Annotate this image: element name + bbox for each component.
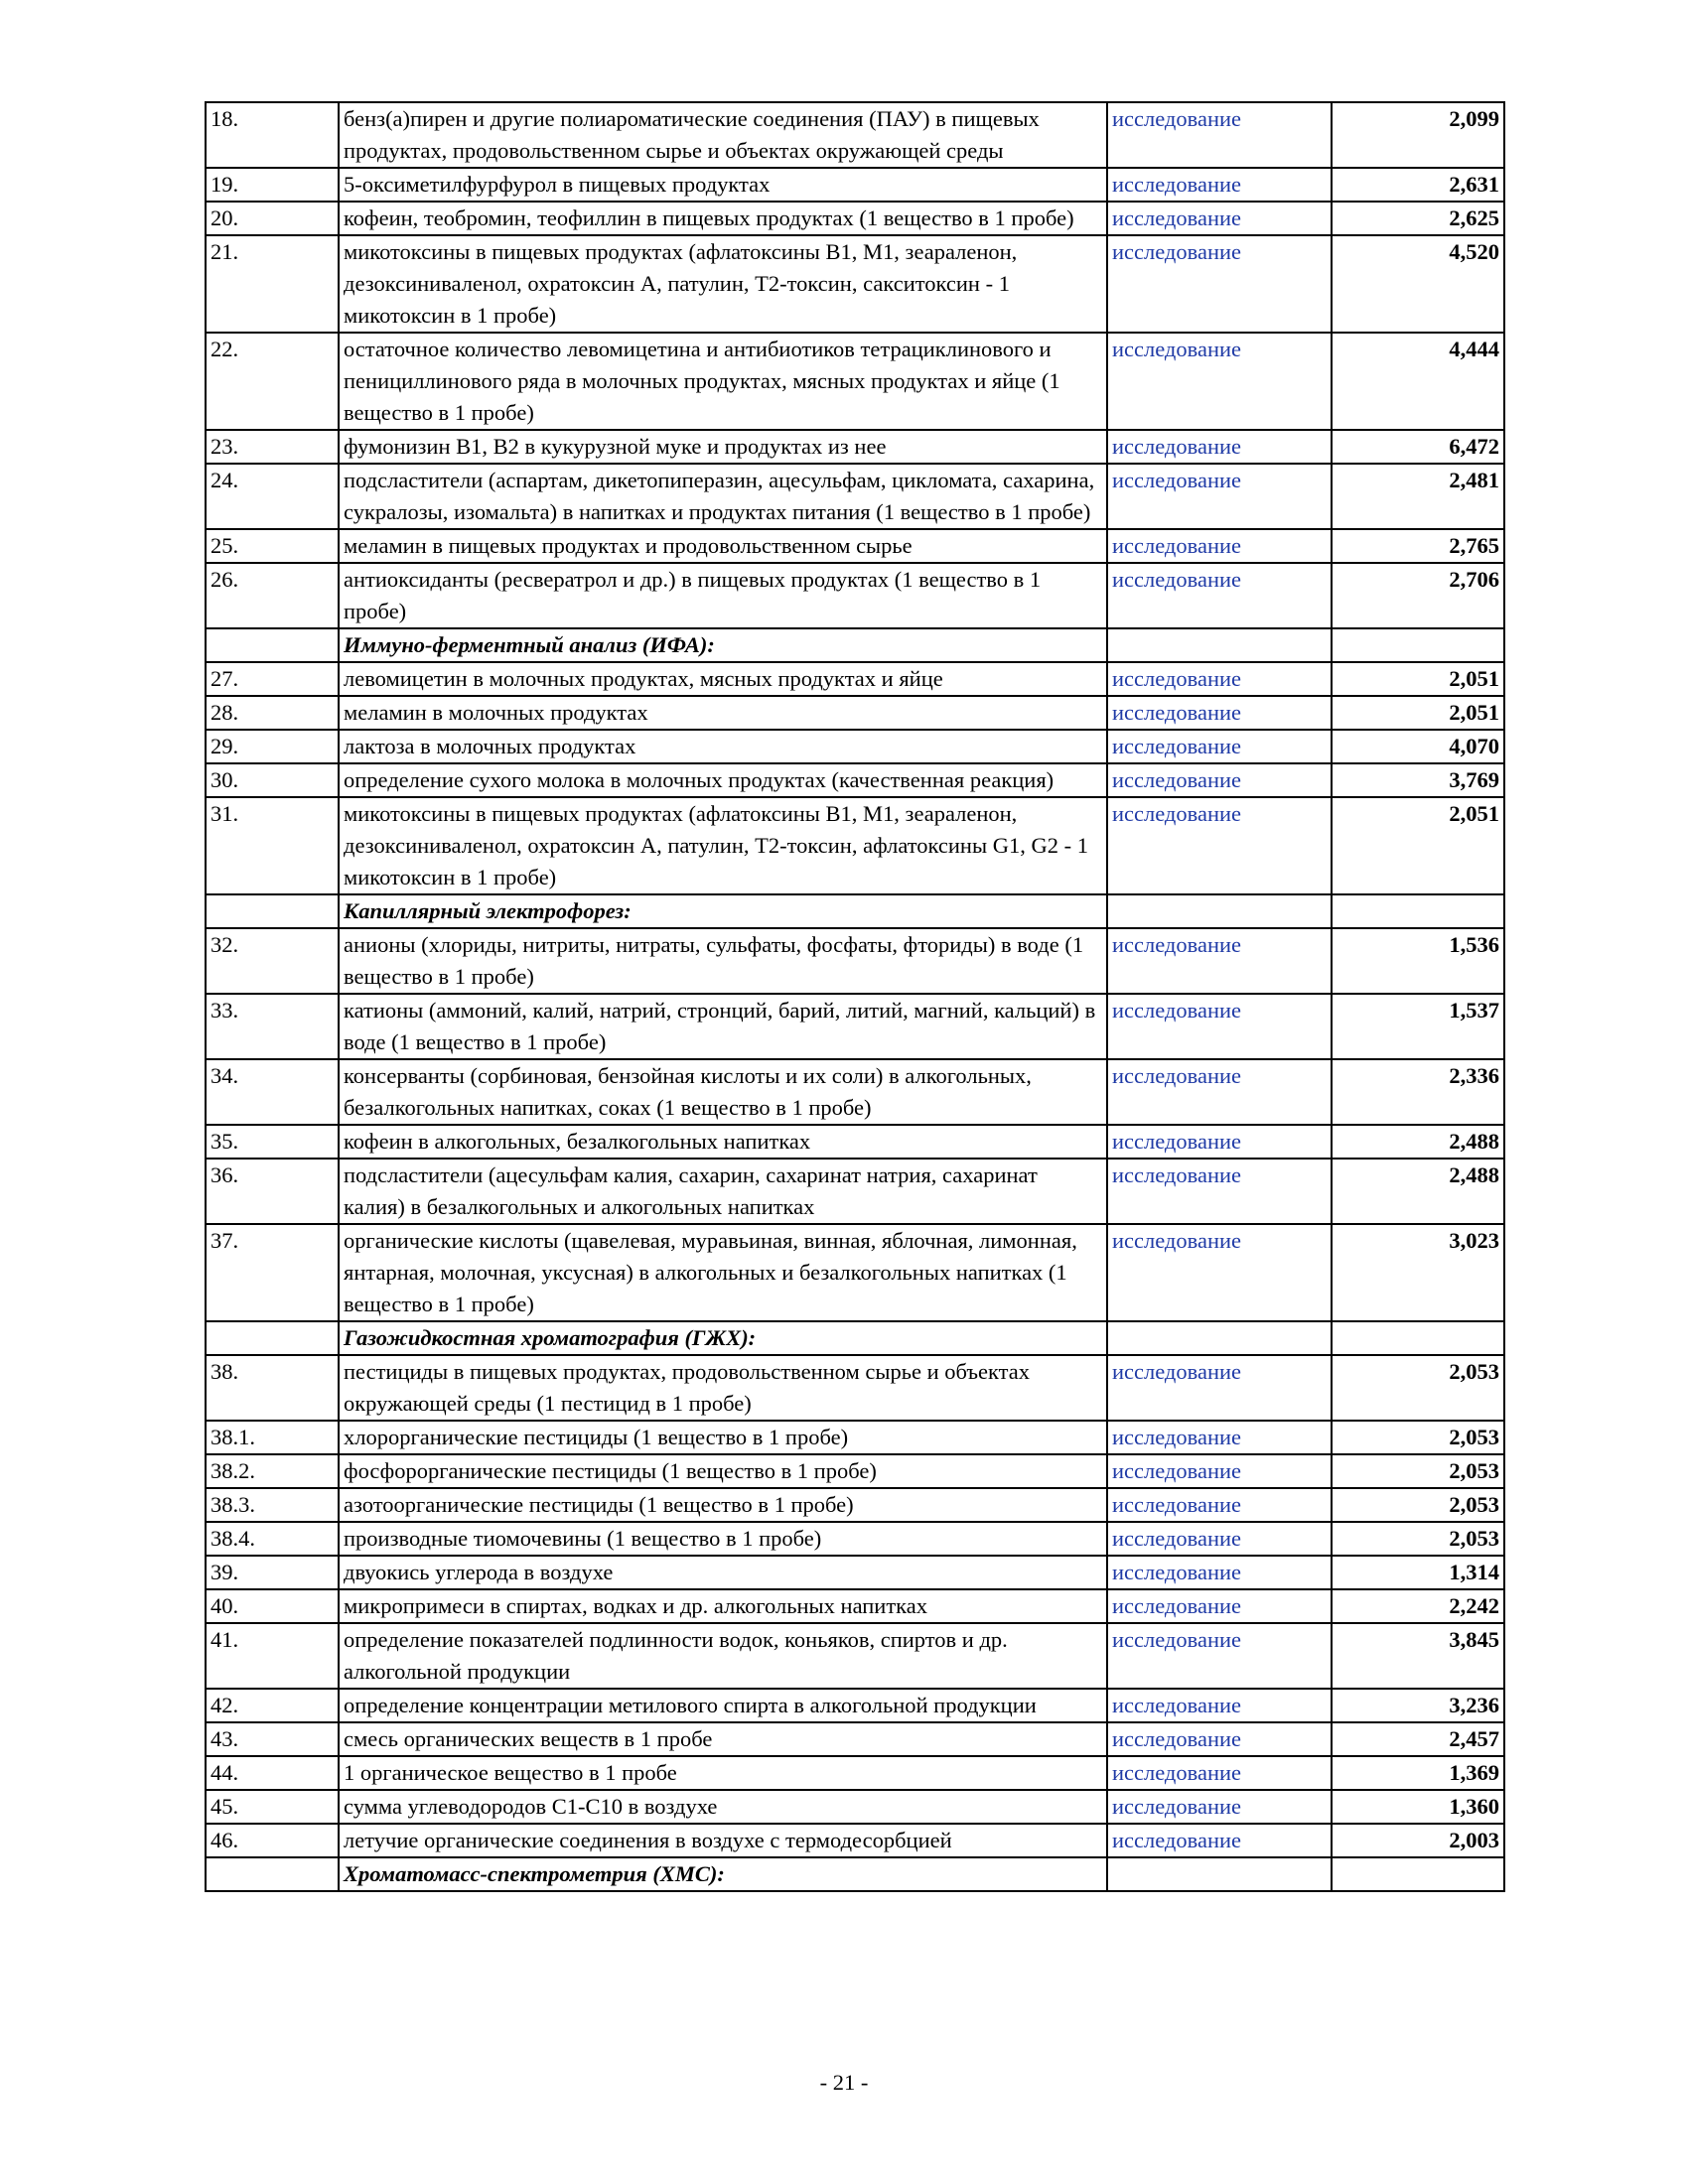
item-price: 4,520 (1332, 235, 1504, 333)
item-description: подсластители (аспартам, дикетопиперазин, ацесульфам, цикломата, сахарина, сукралозы, изомальта) в напитках и продуктах питания (1 вещество в 1 пробе) (339, 464, 1107, 529)
table-row (206, 563, 1504, 628)
item-description: фумонизин В1, В2 в кукурузной муке и продуктах из нее (339, 430, 1107, 464)
item-description: кофеин, теобромин, теофиллин в пищевых продуктах (1 вещество в 1 пробе) (339, 202, 1107, 235)
empty-cell (206, 1857, 339, 1891)
item-unit: исследование (1107, 430, 1332, 464)
item-number: 39. (206, 1556, 339, 1589)
empty-cell (206, 1321, 339, 1355)
item-description: производные тиомочевины (1 вещество в 1 пробе) (339, 1522, 1107, 1556)
item-description: антиоксиданты (ресвератрол и др.) в пищевых продуктах (1 вещество в 1 пробе) (339, 563, 1107, 628)
item-description: меламин в молочных продуктах (339, 696, 1107, 730)
item-unit: исследование (1107, 696, 1332, 730)
item-description: органические кислоты (щавелевая, муравьиная, винная, яблочная, лимонная, янтарная, молочная, уксусная) в алкогольных и безалкогольных напитках (1 вещество в 1 пробе) (339, 1224, 1107, 1321)
table-row (206, 333, 1504, 430)
table-row (206, 994, 1504, 1059)
item-number: 28. (206, 696, 339, 730)
item-description: пестициды в пищевых продуктах, продовольственном сырье и объектах окружающей среды (1 пестицид в 1 пробе) (339, 1355, 1107, 1421)
item-number: 42. (206, 1689, 339, 1722)
item-price: 2,457 (1332, 1722, 1504, 1756)
item-description: определение показателей подлинности водок, коньяков, спиртов и др. алкогольной продукции (339, 1623, 1107, 1689)
item-unit: исследование (1107, 333, 1332, 430)
item-number: 21. (206, 235, 339, 333)
item-description: летучие органические соединения в воздухе с термодесорбцией (339, 1824, 1107, 1857)
item-number: 35. (206, 1125, 339, 1159)
section-header-row (206, 1321, 1504, 1355)
item-description: консерванты (сорбиновая, бензойная кислоты и их соли) в алкогольных, безалкогольных напитках, соках (1 вещество в 1 пробе) (339, 1059, 1107, 1125)
item-price: 1,360 (1332, 1790, 1504, 1824)
item-number: 29. (206, 730, 339, 763)
table-row (206, 1522, 1504, 1556)
item-price: 2,488 (1332, 1125, 1504, 1159)
table-row (206, 1556, 1504, 1589)
section-title: Газожидкостная хроматография (ГЖХ): (339, 1321, 1107, 1355)
table-row (206, 1159, 1504, 1224)
empty-cell (1332, 1321, 1504, 1355)
item-description: двуокись углерода в воздухе (339, 1556, 1107, 1589)
item-number: 38.2. (206, 1454, 339, 1488)
item-price: 2,488 (1332, 1159, 1504, 1224)
item-price: 2,051 (1332, 696, 1504, 730)
item-description: хлорорганические пестициды (1 вещество в 1 пробе) (339, 1421, 1107, 1454)
item-price: 1,314 (1332, 1556, 1504, 1589)
item-number: 23. (206, 430, 339, 464)
item-description: фосфорорганические пестициды (1 вещество в 1 пробе) (339, 1454, 1107, 1488)
item-price: 2,051 (1332, 797, 1504, 894)
item-unit: исследование (1107, 1059, 1332, 1125)
item-number: 19. (206, 168, 339, 202)
page-number: - 21 - (819, 2070, 869, 2095)
table-row (206, 202, 1504, 235)
item-description: левомицетин в молочных продуктах, мясных продуктах и яйце (339, 662, 1107, 696)
item-price: 1,537 (1332, 994, 1504, 1059)
item-unit: исследование (1107, 928, 1332, 994)
item-description: определение концентрации метилового спирта в алкогольной продукции (339, 1689, 1107, 1722)
table-row (206, 102, 1504, 168)
item-price: 2,242 (1332, 1589, 1504, 1623)
item-number: 27. (206, 662, 339, 696)
item-unit: исследование (1107, 1790, 1332, 1824)
item-unit: исследование (1107, 1421, 1332, 1454)
item-number: 26. (206, 563, 339, 628)
item-price: 2,053 (1332, 1522, 1504, 1556)
item-price: 2,765 (1332, 529, 1504, 563)
item-unit: исследование (1107, 1589, 1332, 1623)
section-title: Иммуно-ферментный анализ (ИФА): (339, 628, 1107, 662)
item-price: 3,236 (1332, 1689, 1504, 1722)
item-unit: исследование (1107, 1125, 1332, 1159)
table-row (206, 1224, 1504, 1321)
item-description: микотоксины в пищевых продуктах (афлатоксины В1, М1, зеараленон, дезоксиниваленол, охратоксин А, патулин, Т2-токсин, афлатоксины G1, G2 - 1 микотоксин в 1 пробе) (339, 797, 1107, 894)
item-price: 2,053 (1332, 1488, 1504, 1522)
item-unit: исследование (1107, 1623, 1332, 1689)
item-description: остаточное количество левомицетина и антибиотиков тетрациклинового и пенициллинового ряда в молочных продуктах, мясных продуктах и яйце (1 вещество в 1 пробе) (339, 333, 1107, 430)
table-row (206, 1589, 1504, 1623)
table-row (206, 1756, 1504, 1790)
table-row (206, 730, 1504, 763)
empty-cell (1332, 1857, 1504, 1891)
item-number: 25. (206, 529, 339, 563)
item-description: определение сухого молока в молочных продуктах (качественная реакция) (339, 763, 1107, 797)
item-number: 38.4. (206, 1522, 339, 1556)
item-price: 2,053 (1332, 1454, 1504, 1488)
item-description: микотоксины в пищевых продуктах (афлатоксины В1, М1, зеараленон, дезоксиниваленол, охратоксин А, патулин, Т2-токсин, сакситоксин - 1 микотоксин в 1 пробе) (339, 235, 1107, 333)
item-number: 33. (206, 994, 339, 1059)
item-number: 32. (206, 928, 339, 994)
item-description: микропримеси в спиртах, водках и др. алкогольных напитках (339, 1589, 1107, 1623)
item-price: 3,845 (1332, 1623, 1504, 1689)
item-number: 38. (206, 1355, 339, 1421)
item-unit: исследование (1107, 464, 1332, 529)
empty-cell (1107, 1857, 1332, 1891)
item-price: 3,023 (1332, 1224, 1504, 1321)
item-description: лактоза в молочных продуктах (339, 730, 1107, 763)
item-unit: исследование (1107, 1522, 1332, 1556)
table-row (206, 235, 1504, 333)
item-number: 38.1. (206, 1421, 339, 1454)
item-number: 44. (206, 1756, 339, 1790)
table-row (206, 797, 1504, 894)
empty-cell (1107, 894, 1332, 928)
table-row (206, 464, 1504, 529)
item-price: 2,336 (1332, 1059, 1504, 1125)
item-number: 41. (206, 1623, 339, 1689)
item-price: 2,631 (1332, 168, 1504, 202)
item-price: 2,053 (1332, 1355, 1504, 1421)
item-unit: исследование (1107, 1689, 1332, 1722)
section-header-row (206, 894, 1504, 928)
item-price: 2,481 (1332, 464, 1504, 529)
item-number: 18. (206, 102, 339, 168)
table-row (206, 1488, 1504, 1522)
table-row (206, 1059, 1504, 1125)
table-row (206, 1454, 1504, 1488)
item-unit: исследование (1107, 1756, 1332, 1790)
item-price: 1,369 (1332, 1756, 1504, 1790)
empty-cell (1332, 894, 1504, 928)
item-number: 20. (206, 202, 339, 235)
table-row (206, 430, 1504, 464)
item-number: 30. (206, 763, 339, 797)
item-unit: исследование (1107, 730, 1332, 763)
table-row (206, 763, 1504, 797)
item-description: смесь органических веществ в 1 пробе (339, 1722, 1107, 1756)
item-unit: исследование (1107, 102, 1332, 168)
item-number: 24. (206, 464, 339, 529)
item-description: меламин в пищевых продуктах и продовольственном сырье (339, 529, 1107, 563)
table-row (206, 1421, 1504, 1454)
item-unit: исследование (1107, 994, 1332, 1059)
item-price: 4,444 (1332, 333, 1504, 430)
item-price: 4,070 (1332, 730, 1504, 763)
item-unit: исследование (1107, 202, 1332, 235)
table-row (206, 928, 1504, 994)
empty-cell (206, 894, 339, 928)
price-table-body (206, 102, 1504, 1891)
table-row (206, 662, 1504, 696)
item-unit: исследование (1107, 1454, 1332, 1488)
section-title: Капиллярный электрофорез: (339, 894, 1107, 928)
section-title: Хроматомасс-спектрометрия (ХМС): (339, 1857, 1107, 1891)
item-number: 37. (206, 1224, 339, 1321)
item-number: 40. (206, 1589, 339, 1623)
item-number: 31. (206, 797, 339, 894)
item-price: 2,053 (1332, 1421, 1504, 1454)
table-row (206, 1355, 1504, 1421)
item-price: 3,769 (1332, 763, 1504, 797)
item-unit: исследование (1107, 1488, 1332, 1522)
section-header-row (206, 1857, 1504, 1891)
item-description: сумма углеводородов С1-С10 в воздухе (339, 1790, 1107, 1824)
item-description: 5-оксиметилфурфурол в пищевых продуктах (339, 168, 1107, 202)
table-row (206, 168, 1504, 202)
table-row (206, 1790, 1504, 1824)
item-unit: исследование (1107, 797, 1332, 894)
item-description: катионы (аммоний, калий, натрий, стронций, барий, литий, магний, кальций) в воде (1 вещество в 1 пробе) (339, 994, 1107, 1059)
item-unit: исследование (1107, 563, 1332, 628)
empty-cell (1332, 628, 1504, 662)
table-row (206, 1722, 1504, 1756)
item-description: кофеин в алкогольных, безалкогольных напитках (339, 1125, 1107, 1159)
table-row (206, 696, 1504, 730)
item-unit: исследование (1107, 168, 1332, 202)
price-table (205, 101, 1505, 1892)
table-row (206, 1689, 1504, 1722)
table-row (206, 1623, 1504, 1689)
item-description: 1 органическое вещество в 1 пробе (339, 1756, 1107, 1790)
table-row (206, 1824, 1504, 1857)
item-price: 1,536 (1332, 928, 1504, 994)
item-description: подсластители (ацесульфам калия, сахарин, сахаринат натрия, сахаринат калия) в безалкогольных и алкогольных напитках (339, 1159, 1107, 1224)
item-price: 2,051 (1332, 662, 1504, 696)
item-unit: исследование (1107, 1556, 1332, 1589)
empty-cell (206, 628, 339, 662)
item-unit: исследование (1107, 1722, 1332, 1756)
item-number: 22. (206, 333, 339, 430)
item-number: 46. (206, 1824, 339, 1857)
item-description: анионы (хлориды, нитриты, нитраты, сульфаты, фосфаты, фториды) в воде (1 вещество в 1 пробе) (339, 928, 1107, 994)
item-description: азотоорганические пестициды (1 вещество в 1 пробе) (339, 1488, 1107, 1522)
table-row (206, 529, 1504, 563)
section-header-row (206, 628, 1504, 662)
table-row (206, 1125, 1504, 1159)
empty-cell (1107, 628, 1332, 662)
item-unit: исследование (1107, 1159, 1332, 1224)
item-number: 36. (206, 1159, 339, 1224)
item-unit: исследование (1107, 662, 1332, 696)
item-price: 2,003 (1332, 1824, 1504, 1857)
item-unit: исследование (1107, 529, 1332, 563)
item-unit: исследование (1107, 235, 1332, 333)
item-price: 6,472 (1332, 430, 1504, 464)
item-number: 34. (206, 1059, 339, 1125)
empty-cell (1107, 1321, 1332, 1355)
item-number: 45. (206, 1790, 339, 1824)
item-unit: исследование (1107, 1355, 1332, 1421)
item-number: 43. (206, 1722, 339, 1756)
item-description: бенз(а)пирен и другие полиароматические соединения (ПАУ) в пищевых продуктах, продовольственном сырье и объектах окружающей среды (339, 102, 1107, 168)
item-unit: исследование (1107, 1824, 1332, 1857)
item-unit: исследование (1107, 1224, 1332, 1321)
item-number: 38.3. (206, 1488, 339, 1522)
item-price: 2,706 (1332, 563, 1504, 628)
item-price: 2,625 (1332, 202, 1504, 235)
item-unit: исследование (1107, 763, 1332, 797)
item-price: 2,099 (1332, 102, 1504, 168)
